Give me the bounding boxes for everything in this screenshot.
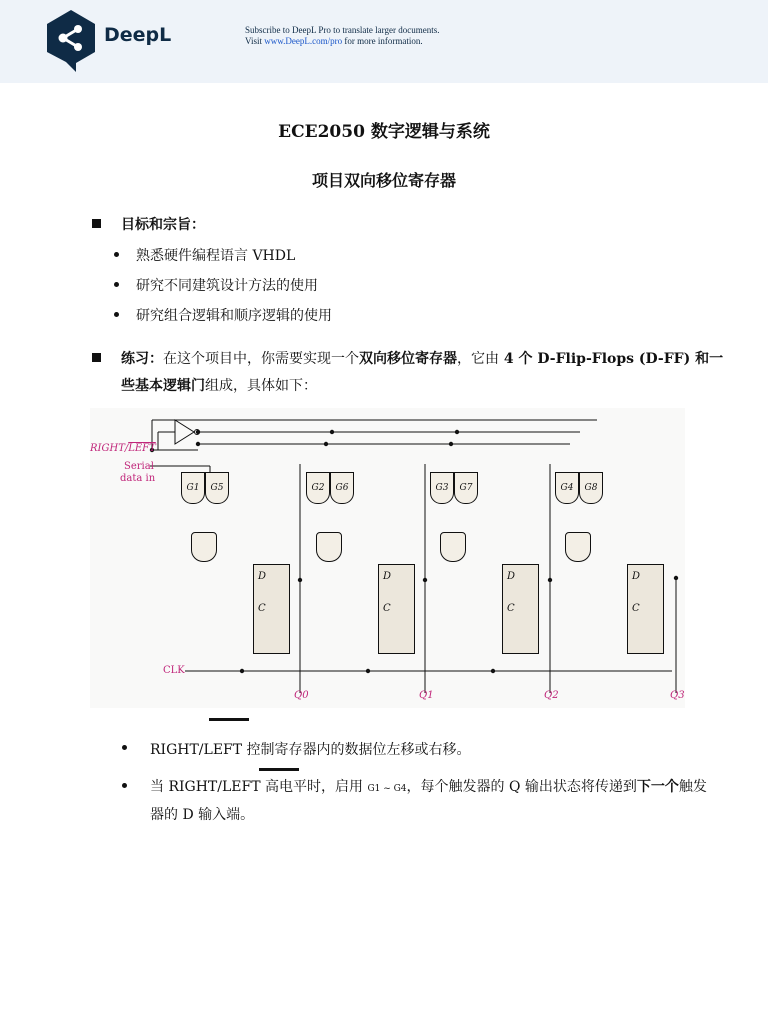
bullet-dot-icon xyxy=(114,252,119,257)
gate-g2: G2 xyxy=(306,472,330,504)
brand-name: DeepL xyxy=(104,24,172,46)
exercise-bold-1: 双向移位寄存器 xyxy=(359,351,457,367)
exercise-line-1 xyxy=(121,348,723,368)
exercise-text-2: ，它由 xyxy=(457,351,499,367)
promo-tail: for more information. xyxy=(342,36,423,46)
ff-c-label: C xyxy=(383,603,391,614)
or-gate-4 xyxy=(565,532,591,562)
gate-g6: G6 xyxy=(330,472,354,504)
bullet-dot-icon xyxy=(114,312,119,317)
bullet-dot-icon xyxy=(122,745,127,750)
ff-d-label: D xyxy=(258,571,267,582)
exercise-text-1: 在这个项目中，你需要实现一个 xyxy=(163,351,359,367)
diagram-background xyxy=(90,408,685,708)
d-flip-flop-2 xyxy=(378,564,415,654)
exercise-text-3: 组成，具体如下： xyxy=(205,378,317,394)
document-subtitle: 项目双向移位寄存器 xyxy=(311,171,456,190)
deepl-banner xyxy=(0,0,768,83)
promo-visit: Visit xyxy=(245,36,265,46)
d-flip-flop-1 xyxy=(253,564,290,654)
bullet2-bold: 下一个 xyxy=(636,779,679,795)
promo-line1: Subscribe to DeepL Pro to translate larger documents. xyxy=(245,25,440,35)
goal-item-2: 研究不同建筑设计方法的使用 xyxy=(136,278,318,294)
output-q1: Q1 xyxy=(419,690,434,701)
shift-register-diagram xyxy=(90,408,685,708)
goals-heading: 目标和宗旨： xyxy=(121,217,205,233)
d-flip-flop-3 xyxy=(502,564,539,654)
goal-item-3: 研究组合逻辑和顺序逻辑的使用 xyxy=(136,308,332,324)
ff-c-label: C xyxy=(258,603,266,614)
ff-c-label: C xyxy=(507,603,515,614)
gate-g3: G3 xyxy=(430,472,454,504)
promo-line2 xyxy=(245,36,439,47)
square-bullet-icon xyxy=(92,353,101,362)
bullet2-text-b: ，每个触发器的 Q 输出状态将传递到 xyxy=(406,779,637,795)
bullet-dot-icon xyxy=(122,783,127,788)
bullet-right-left: RIGHT/LEFT 控制寄存器内的数据位左移或右移。 xyxy=(150,742,471,758)
ff-d-label: D xyxy=(507,571,516,582)
or-gate-2 xyxy=(316,532,342,562)
label-right-left xyxy=(90,443,156,454)
label-right: RIGHT/ xyxy=(90,443,129,454)
label-data-in: data in xyxy=(120,473,156,484)
or-gate-1 xyxy=(191,532,217,562)
ff-d-label: D xyxy=(383,571,392,582)
label-clk: CLK xyxy=(163,665,185,676)
document-title: ECE2050 数字逻辑与系统 xyxy=(278,122,490,142)
output-q3: Q3 xyxy=(670,690,685,701)
exercise-label: 练习： xyxy=(121,351,163,367)
overbar-left xyxy=(209,718,249,721)
exercise-line-2 xyxy=(121,375,317,395)
bullet-enable-line2: 器的 D 输入端。 xyxy=(150,807,255,823)
overbar-left-2 xyxy=(259,768,299,771)
gate-g5: G5 xyxy=(205,472,229,504)
gate-g1: G1 xyxy=(181,472,205,504)
label-left-overline: LEFT xyxy=(128,443,156,454)
bullet2-text-c: 触发 xyxy=(678,779,707,795)
output-q2: Q2 xyxy=(544,690,559,701)
ff-c-label: C xyxy=(632,603,640,614)
gate-g8: G8 xyxy=(579,472,603,504)
exercise-bold-3: 些基本逻辑门 xyxy=(121,378,205,394)
bullet-dot-icon xyxy=(114,282,119,287)
promo-link[interactable]: www.DeepL.com/pro xyxy=(264,36,343,46)
promo-text xyxy=(245,25,439,47)
bullet-enable-line1 xyxy=(150,776,707,796)
deepl-logo-icon xyxy=(46,10,96,72)
square-bullet-icon xyxy=(92,219,101,228)
gate-g7: G7 xyxy=(454,472,478,504)
exercise-bold-2: 4 个 D-Flip-Flops (D-FF) 和一 xyxy=(499,351,724,367)
label-serial: Serial xyxy=(124,461,154,472)
ff-d-label: D xyxy=(632,571,641,582)
bullet2-small: G1 ~ G4 xyxy=(367,784,407,794)
or-gate-3 xyxy=(440,532,466,562)
d-flip-flop-4 xyxy=(627,564,664,654)
bullet2-text-a: 当 RIGHT/LEFT 高电平时，启用 xyxy=(150,779,368,795)
output-q0: Q0 xyxy=(294,690,309,701)
gate-g4: G4 xyxy=(555,472,579,504)
goal-item-1: 熟悉硬件编程语言 VHDL xyxy=(136,248,296,264)
